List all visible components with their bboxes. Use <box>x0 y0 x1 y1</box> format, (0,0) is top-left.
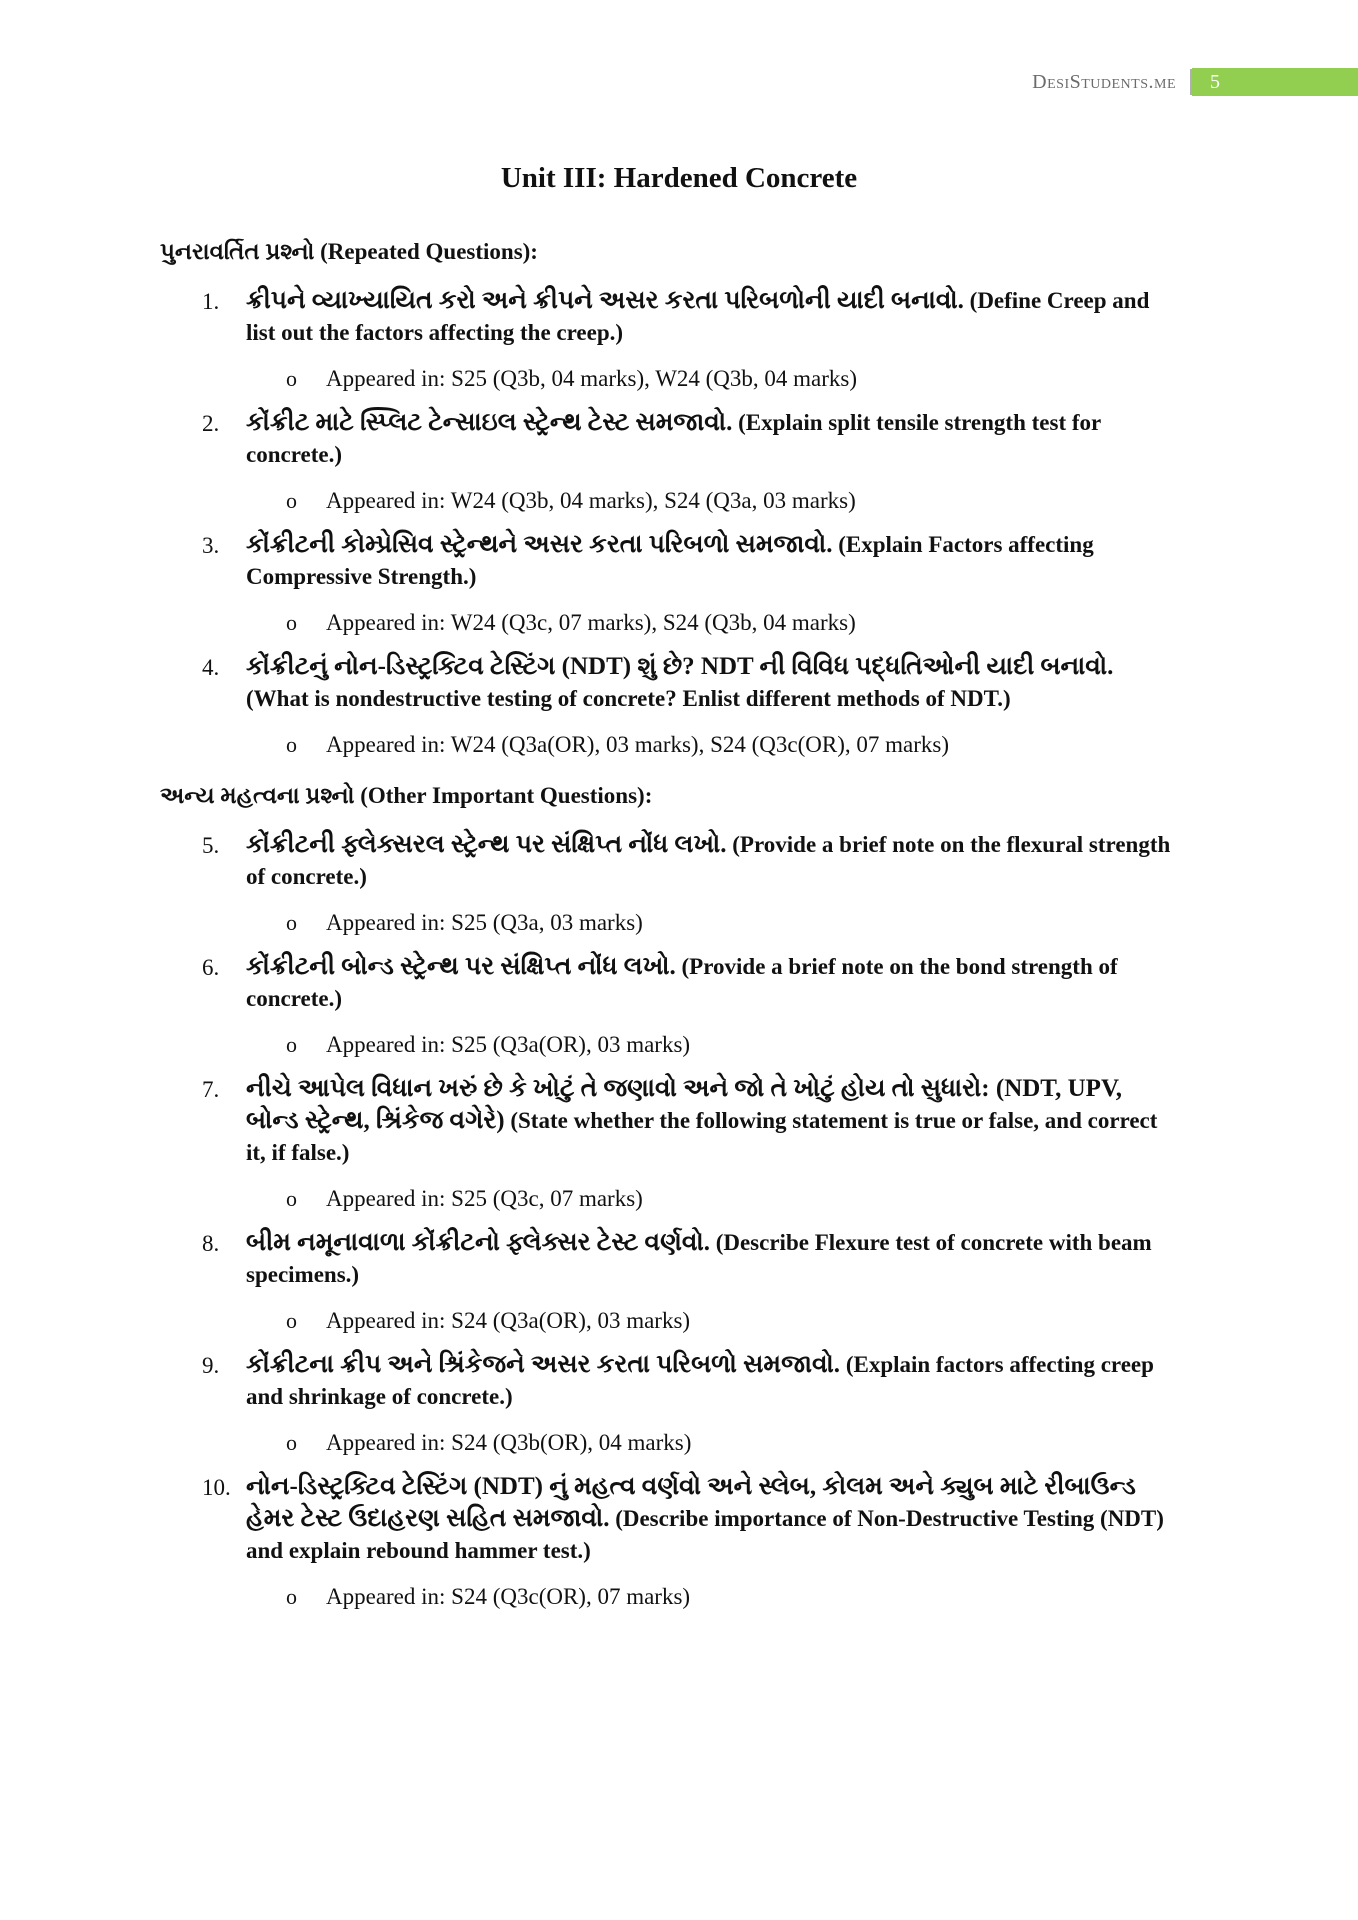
question-number: 8. <box>202 1231 220 1256</box>
section-heading-repeated: પુનરાવર્તિત પ્રશ્નો (Repeated Questions): <box>160 239 538 264</box>
question-english: (Define Creep and list out the factors affecting the creep.) <box>246 288 1150 345</box>
appeared-in <box>160 907 1180 939</box>
question-number: 5. <box>202 833 220 858</box>
question-number: 9. <box>202 1353 220 1378</box>
page-title: Unit III: Hardened Concrete <box>500 162 858 194</box>
question-gujarati: ક્રીપને વ્યાખ્યાયિત કરો અને ક્રીપને અસર કરતા પરિબળોની યાદી બનાવો. <box>246 287 964 314</box>
bullet-icon: o <box>286 732 297 757</box>
appeared-text: Appeared in: W24 (Q3b, 04 marks), S24 (Q3a, 03 marks) <box>326 488 856 513</box>
question-item <box>160 407 1180 471</box>
appeared-in <box>160 363 1180 395</box>
appeared-text: Appeared in: S24 (Q3a(OR), 03 marks) <box>326 1308 691 1333</box>
page-number: 5 <box>1192 68 1358 96</box>
appeared-in <box>160 1305 1180 1337</box>
question-text <box>246 951 1180 1015</box>
question-number: 1. <box>202 289 220 314</box>
question-number: 3. <box>202 533 220 558</box>
appeared-text: Appeared in: S24 (Q3c(OR), 07 marks) <box>326 1584 691 1609</box>
page-header <box>1032 68 1358 96</box>
bullet-icon: o <box>286 488 297 513</box>
appeared-in <box>160 729 1180 761</box>
appeared-text: Appeared in: S25 (Q3a, 03 marks) <box>326 910 643 935</box>
question-gujarati: નોન-ડિસ્ટ્રક્ટિવ ટેસ્ટિંગ (NDT) નું મહત્વ વર્ણવો અને સ્લેબ, કોલમ અને ક્યુબ માટે રીબાઉન્ડ હેમર ટેસ્ટ ઉદાહરણ સહિત સમજાવો. <box>246 1473 1136 1532</box>
appeared-text: Appeared in: S25 (Q3c, 07 marks) <box>326 1186 643 1211</box>
appeared-in <box>160 607 1180 639</box>
question-gujarati: કોંક્રીટની કોમ્પ્રેસિવ સ્ટ્રેન્થને અસર કરતા પરિબળો સમજાવો. <box>246 531 833 558</box>
appeared-in <box>160 1029 1180 1061</box>
question-text <box>246 285 1180 349</box>
question-english: (Explain Factors affecting Compressive Strength.) <box>246 532 1094 589</box>
bullet-icon: o <box>286 1186 297 1211</box>
question-english: (Explain split tensile strength test for concrete.) <box>246 410 1101 467</box>
question-gujarati: બીમ નમૂનાવાળા કોંક્રીટનો ફ્લેક્સર ટેસ્ટ વર્ણવો. <box>246 1229 710 1256</box>
appeared-in <box>160 1427 1180 1459</box>
appeared-text: Appeared in: W24 (Q3c, 07 marks), S24 (Q3b, 04 marks) <box>326 610 856 635</box>
question-english: (What is nondestructive testing of concrete? Enlist different methods of NDT.) <box>246 686 1011 711</box>
question-gujarati: કોંક્રીટની બોન્ડ સ્ટ્રેન્થ પર સંક્ષિપ્ત નોંધ લખો. <box>246 953 676 980</box>
question-text <box>246 529 1180 593</box>
question-number: 6. <box>202 955 220 980</box>
question-number: 2. <box>202 411 220 436</box>
question-english: (State whether the following statement is true or false, and correct it, if false.) <box>246 1108 1158 1165</box>
question-number: 7. <box>202 1077 220 1102</box>
question-text <box>246 1471 1180 1567</box>
appeared-text: Appeared in: S25 (Q3a(OR), 03 marks) <box>326 1032 691 1057</box>
bullet-icon: o <box>286 1430 297 1455</box>
site-name: DesiStudents.me <box>1032 69 1192 95</box>
question-item <box>160 1073 1180 1169</box>
bullet-icon: o <box>286 910 297 935</box>
question-text <box>246 1227 1180 1291</box>
appeared-text: Appeared in: S25 (Q3b, 04 marks), W24 (Q3b, 04 marks) <box>326 366 858 391</box>
question-gujarati: કોંક્રીટનું નોન-ડિસ્ટ્રક્ટિવ ટેસ્ટિંગ (NDT) શું છે? NDT ની વિવિધ પદ્ધતિઓની યાદી બનાવો. <box>246 653 1114 680</box>
bullet-icon: o <box>286 366 297 391</box>
question-text <box>246 1349 1180 1413</box>
question-english: (Provide a brief note on the flexural strength of concrete.) <box>246 832 1171 889</box>
question-text <box>246 1073 1180 1169</box>
question-gujarati: કોંક્રીટની ફ્લેક્સરલ સ્ટ્રેન્થ પર સંક્ષિપ્ત નોંધ લખો. <box>246 831 727 858</box>
question-gujarati: નીચે આપેલ વિધાન ખરું છે કે ખોટું તે જણાવો અને જો તે ખોટું હોય તો સુધારો: (NDT, UPV, બોન્ડ સ્ટ્રેન્થ, શ્રિંકેજ વગેરે) <box>246 1075 1123 1134</box>
section-heading-other: અન્ય મહત્વના પ્રશ્નો (Other Important Questions): <box>160 783 653 808</box>
bullet-icon: o <box>286 610 297 635</box>
question-text <box>246 407 1180 471</box>
question-item <box>160 829 1180 893</box>
question-number: 4. <box>202 655 220 680</box>
question-gujarati: કોંક્રીટ માટે સ્પ્લિટ ટેન્સાઇલ સ્ટ્રેન્થ ટેસ્ટ સમજાવો. <box>246 409 733 436</box>
question-item <box>160 1227 1180 1291</box>
question-gujarati: કોંક્રીટના ક્રીપ અને શ્રિંકેજને અસર કરતા પરિબળો સમજાવો. <box>246 1351 841 1378</box>
question-english: (Provide a brief note on the bond strength of concrete.) <box>246 954 1118 1011</box>
appeared-text: Appeared in: S24 (Q3b(OR), 04 marks) <box>326 1430 692 1455</box>
appeared-in <box>160 1183 1180 1215</box>
appeared-text: Appeared in: W24 (Q3a(OR), 03 marks), S24 (Q3c(OR), 07 marks) <box>326 732 949 757</box>
bullet-icon: o <box>286 1308 297 1333</box>
question-text <box>246 651 1180 715</box>
question-english: (Describe Flexure test of concrete with beam specimens.) <box>246 1230 1152 1287</box>
question-item <box>160 529 1180 593</box>
question-item <box>160 951 1180 1015</box>
appeared-in <box>160 1581 1180 1613</box>
question-english: (Describe importance of Non-Destructive Testing (NDT) and explain rebound hammer test.) <box>246 1506 1164 1563</box>
question-item <box>160 285 1180 349</box>
question-english: (Explain factors affecting creep and shrinkage of concrete.) <box>246 1352 1154 1409</box>
question-item <box>160 1349 1180 1413</box>
bullet-icon: o <box>286 1032 297 1057</box>
question-item <box>160 651 1180 715</box>
bullet-icon: o <box>286 1584 297 1609</box>
document-body <box>160 235 1180 1625</box>
question-number: 10. <box>202 1475 231 1500</box>
question-text <box>246 829 1180 893</box>
appeared-in <box>160 485 1180 517</box>
question-item <box>160 1471 1180 1567</box>
